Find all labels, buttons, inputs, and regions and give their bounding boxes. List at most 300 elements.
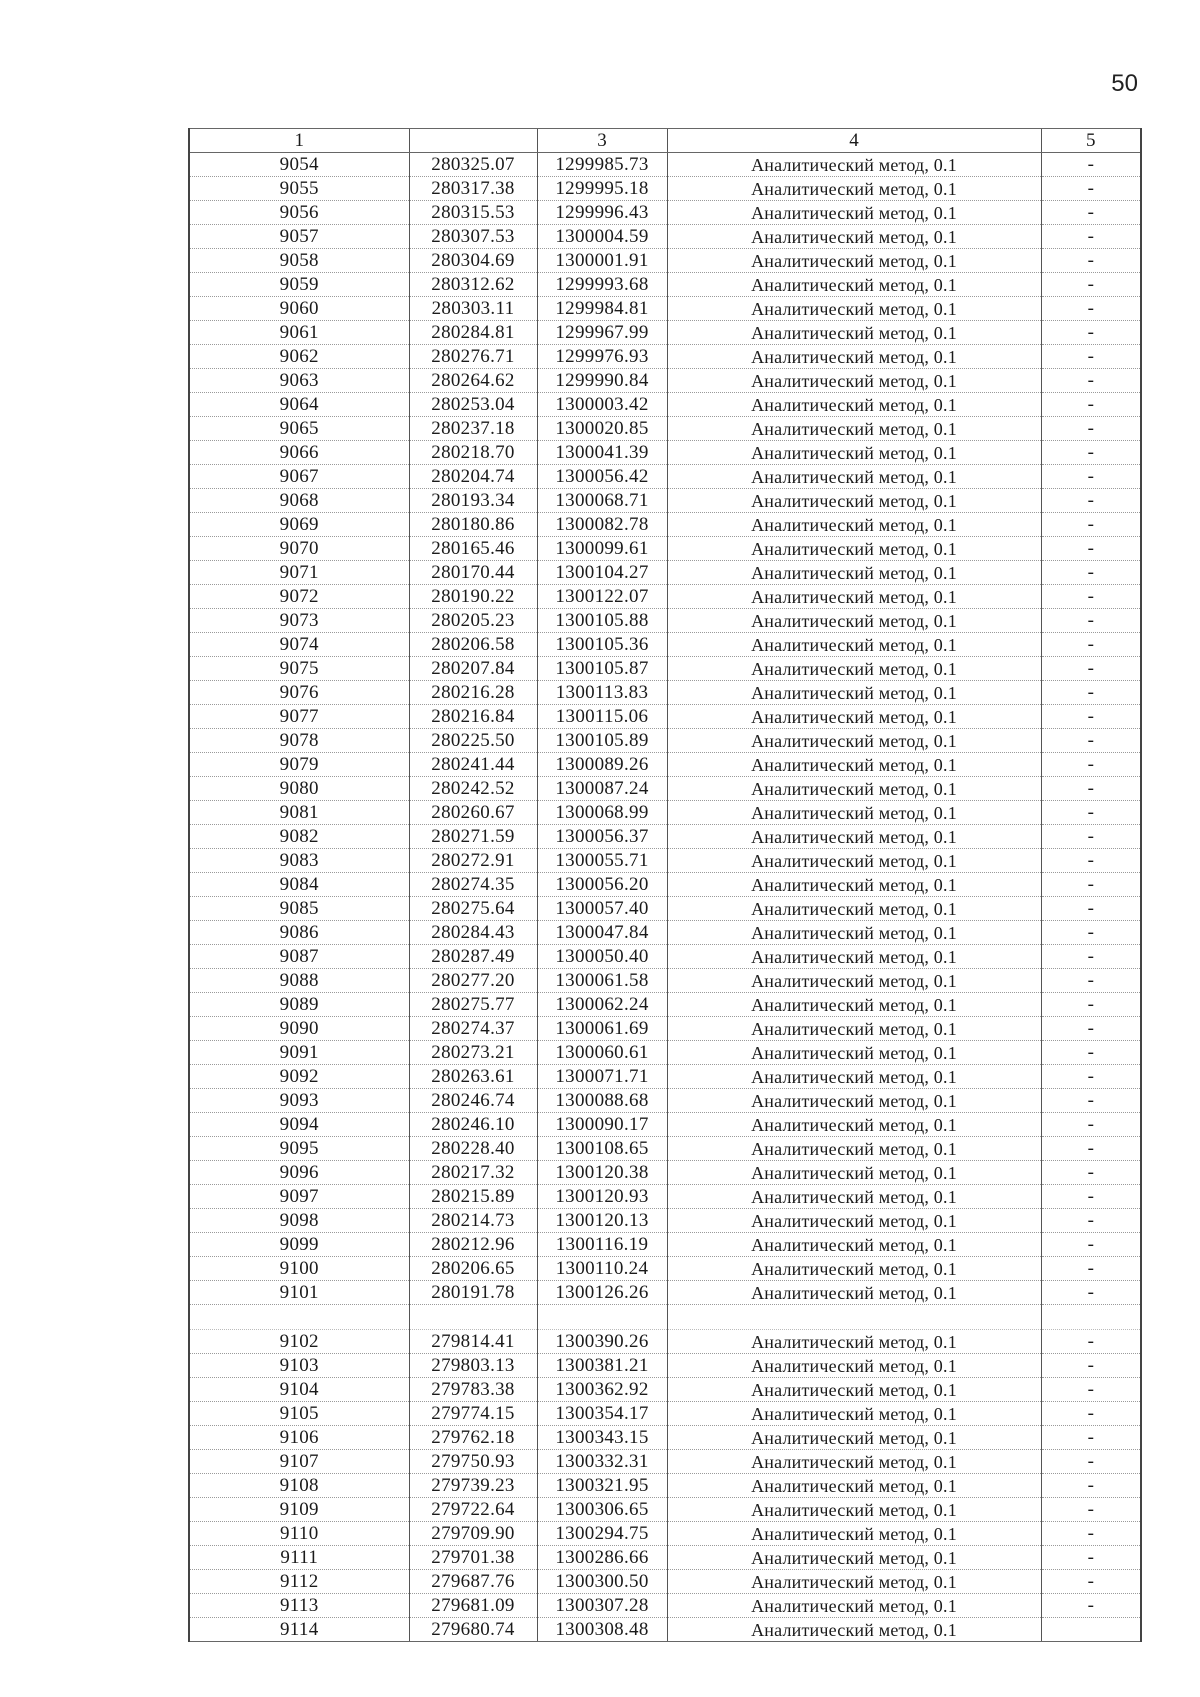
note-cell: - bbox=[1041, 1209, 1141, 1233]
method-cell: Аналитический метод, 0.1 bbox=[667, 561, 1041, 585]
point-number-cell: 9055 bbox=[189, 177, 409, 201]
y-coordinate-cell: 1300055.71 bbox=[537, 849, 667, 873]
point-number-cell: 9108 bbox=[189, 1474, 409, 1498]
x-coordinate-cell: 280272.91 bbox=[409, 849, 537, 873]
method-cell: Аналитический метод, 0.1 bbox=[667, 1354, 1041, 1378]
point-number-cell: 9065 bbox=[189, 417, 409, 441]
y-coordinate-cell: 1300354.17 bbox=[537, 1402, 667, 1426]
method-cell: Аналитический метод, 0.1 bbox=[667, 441, 1041, 465]
table-row bbox=[189, 465, 1141, 489]
point-number-cell: 9099 bbox=[189, 1233, 409, 1257]
method-cell: Аналитический метод, 0.1 bbox=[667, 1161, 1041, 1185]
y-coordinate-cell: 1300294.75 bbox=[537, 1522, 667, 1546]
table-row bbox=[189, 633, 1141, 657]
point-number-cell: 9075 bbox=[189, 657, 409, 681]
point-number-cell: 9111 bbox=[189, 1546, 409, 1570]
note-cell: - bbox=[1041, 1330, 1141, 1354]
x-coordinate-cell: 279681.09 bbox=[409, 1594, 537, 1618]
method-cell: Аналитический метод, 0.1 bbox=[667, 729, 1041, 753]
method-cell: Аналитический метод, 0.1 bbox=[667, 1570, 1041, 1594]
x-coordinate-cell: 280271.59 bbox=[409, 825, 537, 849]
x-coordinate-cell: 280303.11 bbox=[409, 297, 537, 321]
y-coordinate-cell: 1300126.26 bbox=[537, 1281, 667, 1305]
y-coordinate-cell: 1299990.84 bbox=[537, 369, 667, 393]
x-coordinate-cell: 280206.58 bbox=[409, 633, 537, 657]
point-number-cell: 9076 bbox=[189, 681, 409, 705]
y-coordinate-cell: 1300061.69 bbox=[537, 1017, 667, 1041]
table-row bbox=[189, 1618, 1141, 1642]
y-coordinate-cell: 1299995.18 bbox=[537, 177, 667, 201]
y-coordinate-cell: 1299996.43 bbox=[537, 201, 667, 225]
point-number-cell: 9067 bbox=[189, 465, 409, 489]
method-cell: Аналитический метод, 0.1 bbox=[667, 873, 1041, 897]
method-cell: Аналитический метод, 0.1 bbox=[667, 177, 1041, 201]
point-number-cell: 9104 bbox=[189, 1378, 409, 1402]
x-coordinate-cell: 279783.38 bbox=[409, 1378, 537, 1402]
x-coordinate-cell: 280274.35 bbox=[409, 873, 537, 897]
table-row bbox=[189, 969, 1141, 993]
table-row bbox=[189, 1041, 1141, 1065]
method-cell: Аналитический метод, 0.1 bbox=[667, 1137, 1041, 1161]
method-cell: Аналитический метод, 0.1 bbox=[667, 849, 1041, 873]
note-cell: - bbox=[1041, 681, 1141, 705]
method-cell: Аналитический метод, 0.1 bbox=[667, 1017, 1041, 1041]
method-cell: Аналитический метод, 0.1 bbox=[667, 1041, 1041, 1065]
y-coordinate-cell: 1300307.28 bbox=[537, 1594, 667, 1618]
table-row bbox=[189, 1017, 1141, 1041]
note-cell: - bbox=[1041, 609, 1141, 633]
x-coordinate-cell: 280263.61 bbox=[409, 1065, 537, 1089]
method-cell: Аналитический метод, 0.1 bbox=[667, 633, 1041, 657]
table-row bbox=[189, 417, 1141, 441]
table-row bbox=[189, 201, 1141, 225]
y-coordinate-cell: 1300087.24 bbox=[537, 777, 667, 801]
table-row bbox=[189, 1065, 1141, 1089]
point-number-cell: 9063 bbox=[189, 369, 409, 393]
y-coordinate-cell: 1299993.68 bbox=[537, 273, 667, 297]
method-cell: Аналитический метод, 0.1 bbox=[667, 1065, 1041, 1089]
table-row bbox=[189, 1354, 1141, 1378]
method-cell: Аналитический метод, 0.1 bbox=[667, 297, 1041, 321]
y-coordinate-cell: 1300108.65 bbox=[537, 1137, 667, 1161]
point-number-cell: 9114 bbox=[189, 1618, 409, 1642]
table-row bbox=[189, 297, 1141, 321]
point-number-cell: 9059 bbox=[189, 273, 409, 297]
table-row bbox=[189, 777, 1141, 801]
x-coordinate-cell: 280273.21 bbox=[409, 1041, 537, 1065]
table-body bbox=[189, 153, 1141, 1642]
x-coordinate-cell: 280325.07 bbox=[409, 153, 537, 177]
method-cell: Аналитический метод, 0.1 bbox=[667, 1402, 1041, 1426]
y-coordinate-cell: 1299984.81 bbox=[537, 297, 667, 321]
table-row bbox=[189, 225, 1141, 249]
method-cell: Аналитический метод, 0.1 bbox=[667, 585, 1041, 609]
x-coordinate-cell: 280214.73 bbox=[409, 1209, 537, 1233]
point-number-cell: 9080 bbox=[189, 777, 409, 801]
x-coordinate-cell: 280315.53 bbox=[409, 201, 537, 225]
table-row bbox=[189, 321, 1141, 345]
point-number-cell: 9096 bbox=[189, 1161, 409, 1185]
y-coordinate-cell: 1300057.40 bbox=[537, 897, 667, 921]
method-cell: Аналитический метод, 0.1 bbox=[667, 1089, 1041, 1113]
table-row bbox=[189, 1281, 1141, 1305]
table-row bbox=[189, 1378, 1141, 1402]
y-coordinate-cell: 1300089.26 bbox=[537, 753, 667, 777]
y-coordinate-cell: 1300110.24 bbox=[537, 1257, 667, 1281]
y-coordinate-cell: 1300068.71 bbox=[537, 489, 667, 513]
note-cell: - bbox=[1041, 1378, 1141, 1402]
note-cell: - bbox=[1041, 1546, 1141, 1570]
x-coordinate-cell: 280284.81 bbox=[409, 321, 537, 345]
point-number-cell: 9086 bbox=[189, 921, 409, 945]
note-cell: - bbox=[1041, 825, 1141, 849]
method-cell: Аналитический метод, 0.1 bbox=[667, 1474, 1041, 1498]
y-coordinate-cell: 1300116.19 bbox=[537, 1233, 667, 1257]
point-number-cell: 9110 bbox=[189, 1522, 409, 1546]
note-cell: - bbox=[1041, 729, 1141, 753]
x-coordinate-cell: 280242.52 bbox=[409, 777, 537, 801]
x-coordinate-cell: 280190.22 bbox=[409, 585, 537, 609]
header-cell-3: 3 bbox=[537, 129, 667, 153]
point-number-cell: 9092 bbox=[189, 1065, 409, 1089]
note-cell: - bbox=[1041, 225, 1141, 249]
table-row bbox=[189, 585, 1141, 609]
note-cell: - bbox=[1041, 1017, 1141, 1041]
table-row bbox=[189, 513, 1141, 537]
point-number-cell: 9088 bbox=[189, 969, 409, 993]
table-header-row bbox=[189, 129, 1141, 153]
table-row bbox=[189, 1257, 1141, 1281]
note-cell: - bbox=[1041, 417, 1141, 441]
x-coordinate-cell: 280284.43 bbox=[409, 921, 537, 945]
method-cell: Аналитический метод, 0.1 bbox=[667, 1185, 1041, 1209]
point-number-cell: 9077 bbox=[189, 705, 409, 729]
x-coordinate-cell: 280207.84 bbox=[409, 657, 537, 681]
note-cell: - bbox=[1041, 993, 1141, 1017]
page-number: 50 bbox=[1111, 70, 1138, 97]
x-coordinate-cell: 279739.23 bbox=[409, 1474, 537, 1498]
method-cell: Аналитический метод, 0.1 bbox=[667, 993, 1041, 1017]
y-coordinate-cell: 1300105.87 bbox=[537, 657, 667, 681]
method-cell: Аналитический метод, 0.1 bbox=[667, 1233, 1041, 1257]
x-coordinate-cell: 280237.18 bbox=[409, 417, 537, 441]
x-coordinate-cell: 280317.38 bbox=[409, 177, 537, 201]
table-row bbox=[189, 729, 1141, 753]
note-cell: - bbox=[1041, 1402, 1141, 1426]
note-cell: - bbox=[1041, 1426, 1141, 1450]
y-coordinate-cell: 1300088.68 bbox=[537, 1089, 667, 1113]
point-number-cell: 9097 bbox=[189, 1185, 409, 1209]
x-coordinate-cell: 280170.44 bbox=[409, 561, 537, 585]
table-row bbox=[189, 561, 1141, 585]
point-number-cell: 9091 bbox=[189, 1041, 409, 1065]
method-cell: Аналитический метод, 0.1 bbox=[667, 345, 1041, 369]
y-coordinate-cell: 1300300.50 bbox=[537, 1570, 667, 1594]
x-coordinate-cell: 279762.18 bbox=[409, 1426, 537, 1450]
x-coordinate-cell: 280204.74 bbox=[409, 465, 537, 489]
header-cell-2 bbox=[409, 129, 537, 153]
separator-cell bbox=[667, 1305, 1041, 1330]
x-coordinate-cell: 279687.76 bbox=[409, 1570, 537, 1594]
point-number-cell: 9112 bbox=[189, 1570, 409, 1594]
y-coordinate-cell: 1300003.42 bbox=[537, 393, 667, 417]
note-cell: - bbox=[1041, 1065, 1141, 1089]
point-number-cell: 9102 bbox=[189, 1330, 409, 1354]
point-number-cell: 9066 bbox=[189, 441, 409, 465]
note-cell: - bbox=[1041, 537, 1141, 561]
x-coordinate-cell: 280218.70 bbox=[409, 441, 537, 465]
point-number-cell: 9057 bbox=[189, 225, 409, 249]
point-number-cell: 9073 bbox=[189, 609, 409, 633]
point-number-cell: 9094 bbox=[189, 1113, 409, 1137]
group-separator-row bbox=[189, 1305, 1141, 1330]
table-row bbox=[189, 897, 1141, 921]
point-number-cell: 9101 bbox=[189, 1281, 409, 1305]
x-coordinate-cell: 280241.44 bbox=[409, 753, 537, 777]
method-cell: Аналитический метод, 0.1 bbox=[667, 369, 1041, 393]
y-coordinate-cell: 1300068.99 bbox=[537, 801, 667, 825]
note-cell: - bbox=[1041, 969, 1141, 993]
method-cell: Аналитический метод, 0.1 bbox=[667, 1522, 1041, 1546]
method-cell: Аналитический метод, 0.1 bbox=[667, 1450, 1041, 1474]
x-coordinate-cell: 280312.62 bbox=[409, 273, 537, 297]
y-coordinate-cell: 1300062.24 bbox=[537, 993, 667, 1017]
table-row bbox=[189, 753, 1141, 777]
point-number-cell: 9079 bbox=[189, 753, 409, 777]
point-number-cell: 9064 bbox=[189, 393, 409, 417]
separator-cell bbox=[537, 1305, 667, 1330]
y-coordinate-cell: 1299985.73 bbox=[537, 153, 667, 177]
y-coordinate-cell: 1300056.20 bbox=[537, 873, 667, 897]
point-number-cell: 9098 bbox=[189, 1209, 409, 1233]
x-coordinate-cell: 280180.86 bbox=[409, 513, 537, 537]
method-cell: Аналитический метод, 0.1 bbox=[667, 153, 1041, 177]
method-cell: Аналитический метод, 0.1 bbox=[667, 393, 1041, 417]
table-row bbox=[189, 801, 1141, 825]
point-number-cell: 9061 bbox=[189, 321, 409, 345]
x-coordinate-cell: 279814.41 bbox=[409, 1330, 537, 1354]
method-cell: Аналитический метод, 0.1 bbox=[667, 417, 1041, 441]
x-coordinate-cell: 279709.90 bbox=[409, 1522, 537, 1546]
note-cell: - bbox=[1041, 873, 1141, 897]
method-cell: Аналитический метод, 0.1 bbox=[667, 705, 1041, 729]
table-row bbox=[189, 945, 1141, 969]
x-coordinate-cell: 280217.32 bbox=[409, 1161, 537, 1185]
note-cell: - bbox=[1041, 1113, 1141, 1137]
note-cell: - bbox=[1041, 1450, 1141, 1474]
point-number-cell: 9103 bbox=[189, 1354, 409, 1378]
note-cell: - bbox=[1041, 1041, 1141, 1065]
table-row bbox=[189, 1498, 1141, 1522]
note-cell: - bbox=[1041, 1281, 1141, 1305]
method-cell: Аналитический метод, 0.1 bbox=[667, 489, 1041, 513]
x-coordinate-cell: 280246.10 bbox=[409, 1113, 537, 1137]
note-cell: - bbox=[1041, 1354, 1141, 1378]
note-cell: - bbox=[1041, 585, 1141, 609]
y-coordinate-cell: 1300105.88 bbox=[537, 609, 667, 633]
y-coordinate-cell: 1300381.21 bbox=[537, 1354, 667, 1378]
x-coordinate-cell: 279701.38 bbox=[409, 1546, 537, 1570]
method-cell: Аналитический метод, 0.1 bbox=[667, 825, 1041, 849]
coordinates-table bbox=[188, 128, 1142, 1642]
x-coordinate-cell: 280212.96 bbox=[409, 1233, 537, 1257]
table-row bbox=[189, 441, 1141, 465]
note-cell: - bbox=[1041, 1185, 1141, 1209]
y-coordinate-cell: 1300122.07 bbox=[537, 585, 667, 609]
note-cell: - bbox=[1041, 369, 1141, 393]
y-coordinate-cell: 1300105.36 bbox=[537, 633, 667, 657]
table-row bbox=[189, 273, 1141, 297]
method-cell: Аналитический метод, 0.1 bbox=[667, 1594, 1041, 1618]
method-cell: Аналитический метод, 0.1 bbox=[667, 273, 1041, 297]
note-cell: - bbox=[1041, 897, 1141, 921]
y-coordinate-cell: 1299976.93 bbox=[537, 345, 667, 369]
point-number-cell: 9087 bbox=[189, 945, 409, 969]
y-coordinate-cell: 1300047.84 bbox=[537, 921, 667, 945]
note-cell: - bbox=[1041, 705, 1141, 729]
x-coordinate-cell: 280274.37 bbox=[409, 1017, 537, 1041]
method-cell: Аналитический метод, 0.1 bbox=[667, 201, 1041, 225]
method-cell: Аналитический метод, 0.1 bbox=[667, 537, 1041, 561]
table-row bbox=[189, 1089, 1141, 1113]
point-number-cell: 9084 bbox=[189, 873, 409, 897]
table-row bbox=[189, 369, 1141, 393]
method-cell: Аналитический метод, 0.1 bbox=[667, 945, 1041, 969]
method-cell: Аналитический метод, 0.1 bbox=[667, 921, 1041, 945]
note-cell: - bbox=[1041, 1089, 1141, 1113]
method-cell: Аналитический метод, 0.1 bbox=[667, 1257, 1041, 1281]
point-number-cell: 9085 bbox=[189, 897, 409, 921]
table-row bbox=[189, 1161, 1141, 1185]
table-row bbox=[189, 177, 1141, 201]
note-cell: - bbox=[1041, 1498, 1141, 1522]
point-number-cell: 9069 bbox=[189, 513, 409, 537]
x-coordinate-cell: 279803.13 bbox=[409, 1354, 537, 1378]
point-number-cell: 9089 bbox=[189, 993, 409, 1017]
table-row bbox=[189, 921, 1141, 945]
point-number-cell: 9093 bbox=[189, 1089, 409, 1113]
note-cell: - bbox=[1041, 753, 1141, 777]
y-coordinate-cell: 1299967.99 bbox=[537, 321, 667, 345]
x-coordinate-cell: 280253.04 bbox=[409, 393, 537, 417]
note-cell: - bbox=[1041, 201, 1141, 225]
y-coordinate-cell: 1300306.65 bbox=[537, 1498, 667, 1522]
note-cell: - bbox=[1041, 441, 1141, 465]
table-row bbox=[189, 1209, 1141, 1233]
method-cell: Аналитический метод, 0.1 bbox=[667, 1618, 1041, 1642]
method-cell: Аналитический метод, 0.1 bbox=[667, 1546, 1041, 1570]
method-cell: Аналитический метод, 0.1 bbox=[667, 609, 1041, 633]
note-cell: - bbox=[1041, 657, 1141, 681]
point-number-cell: 9072 bbox=[189, 585, 409, 609]
y-coordinate-cell: 1300090.17 bbox=[537, 1113, 667, 1137]
note-cell: - bbox=[1041, 921, 1141, 945]
separator-cell bbox=[1041, 1305, 1141, 1330]
point-number-cell: 9081 bbox=[189, 801, 409, 825]
note-cell: - bbox=[1041, 1233, 1141, 1257]
table-row bbox=[189, 609, 1141, 633]
method-cell: Аналитический метод, 0.1 bbox=[667, 1209, 1041, 1233]
table-row bbox=[189, 393, 1141, 417]
x-coordinate-cell: 279774.15 bbox=[409, 1402, 537, 1426]
x-coordinate-cell: 280277.20 bbox=[409, 969, 537, 993]
method-cell: Аналитический метод, 0.1 bbox=[667, 897, 1041, 921]
point-number-cell: 9071 bbox=[189, 561, 409, 585]
y-coordinate-cell: 1300105.89 bbox=[537, 729, 667, 753]
point-number-cell: 9054 bbox=[189, 153, 409, 177]
table-row bbox=[189, 681, 1141, 705]
note-cell: - bbox=[1041, 273, 1141, 297]
point-number-cell: 9107 bbox=[189, 1450, 409, 1474]
y-coordinate-cell: 1300120.13 bbox=[537, 1209, 667, 1233]
note-cell: - bbox=[1041, 801, 1141, 825]
x-coordinate-cell: 280287.49 bbox=[409, 945, 537, 969]
table-row bbox=[189, 825, 1141, 849]
point-number-cell: 9090 bbox=[189, 1017, 409, 1041]
point-number-cell: 9056 bbox=[189, 201, 409, 225]
x-coordinate-cell: 280276.71 bbox=[409, 345, 537, 369]
table-row bbox=[189, 1426, 1141, 1450]
table-row bbox=[189, 1233, 1141, 1257]
method-cell: Аналитический метод, 0.1 bbox=[667, 465, 1041, 489]
x-coordinate-cell: 280206.65 bbox=[409, 1257, 537, 1281]
note-cell: - bbox=[1041, 1257, 1141, 1281]
point-number-cell: 9058 bbox=[189, 249, 409, 273]
table-row bbox=[189, 1474, 1141, 1498]
note-cell: - bbox=[1041, 345, 1141, 369]
point-number-cell: 9070 bbox=[189, 537, 409, 561]
method-cell: Аналитический метод, 0.1 bbox=[667, 1378, 1041, 1402]
y-coordinate-cell: 1300120.38 bbox=[537, 1161, 667, 1185]
note-cell: - bbox=[1041, 561, 1141, 585]
table-row bbox=[189, 1450, 1141, 1474]
x-coordinate-cell: 280193.34 bbox=[409, 489, 537, 513]
point-number-cell: 9095 bbox=[189, 1137, 409, 1161]
note-cell: - bbox=[1041, 849, 1141, 873]
table-row bbox=[189, 873, 1141, 897]
table-row bbox=[189, 537, 1141, 561]
x-coordinate-cell: 280216.28 bbox=[409, 681, 537, 705]
y-coordinate-cell: 1300056.42 bbox=[537, 465, 667, 489]
table-row bbox=[189, 153, 1141, 177]
table-row bbox=[189, 249, 1141, 273]
x-coordinate-cell: 280228.40 bbox=[409, 1137, 537, 1161]
method-cell: Аналитический метод, 0.1 bbox=[667, 1498, 1041, 1522]
y-coordinate-cell: 1300321.95 bbox=[537, 1474, 667, 1498]
point-number-cell: 9109 bbox=[189, 1498, 409, 1522]
method-cell: Аналитический метод, 0.1 bbox=[667, 801, 1041, 825]
x-coordinate-cell: 280304.69 bbox=[409, 249, 537, 273]
method-cell: Аналитический метод, 0.1 bbox=[667, 1330, 1041, 1354]
note-cell: - bbox=[1041, 393, 1141, 417]
x-coordinate-cell: 280275.64 bbox=[409, 897, 537, 921]
y-coordinate-cell: 1300308.48 bbox=[537, 1618, 667, 1642]
note-cell: - bbox=[1041, 489, 1141, 513]
method-cell: Аналитический метод, 0.1 bbox=[667, 681, 1041, 705]
x-coordinate-cell: 280246.74 bbox=[409, 1089, 537, 1113]
y-coordinate-cell: 1300113.83 bbox=[537, 681, 667, 705]
table-row bbox=[189, 1594, 1141, 1618]
x-coordinate-cell: 280275.77 bbox=[409, 993, 537, 1017]
y-coordinate-cell: 1300050.40 bbox=[537, 945, 667, 969]
y-coordinate-cell: 1300115.06 bbox=[537, 705, 667, 729]
y-coordinate-cell: 1300332.31 bbox=[537, 1450, 667, 1474]
y-coordinate-cell: 1300060.61 bbox=[537, 1041, 667, 1065]
point-number-cell: 9113 bbox=[189, 1594, 409, 1618]
method-cell: Аналитический метод, 0.1 bbox=[667, 1426, 1041, 1450]
method-cell: Аналитический метод, 0.1 bbox=[667, 753, 1041, 777]
x-coordinate-cell: 280307.53 bbox=[409, 225, 537, 249]
